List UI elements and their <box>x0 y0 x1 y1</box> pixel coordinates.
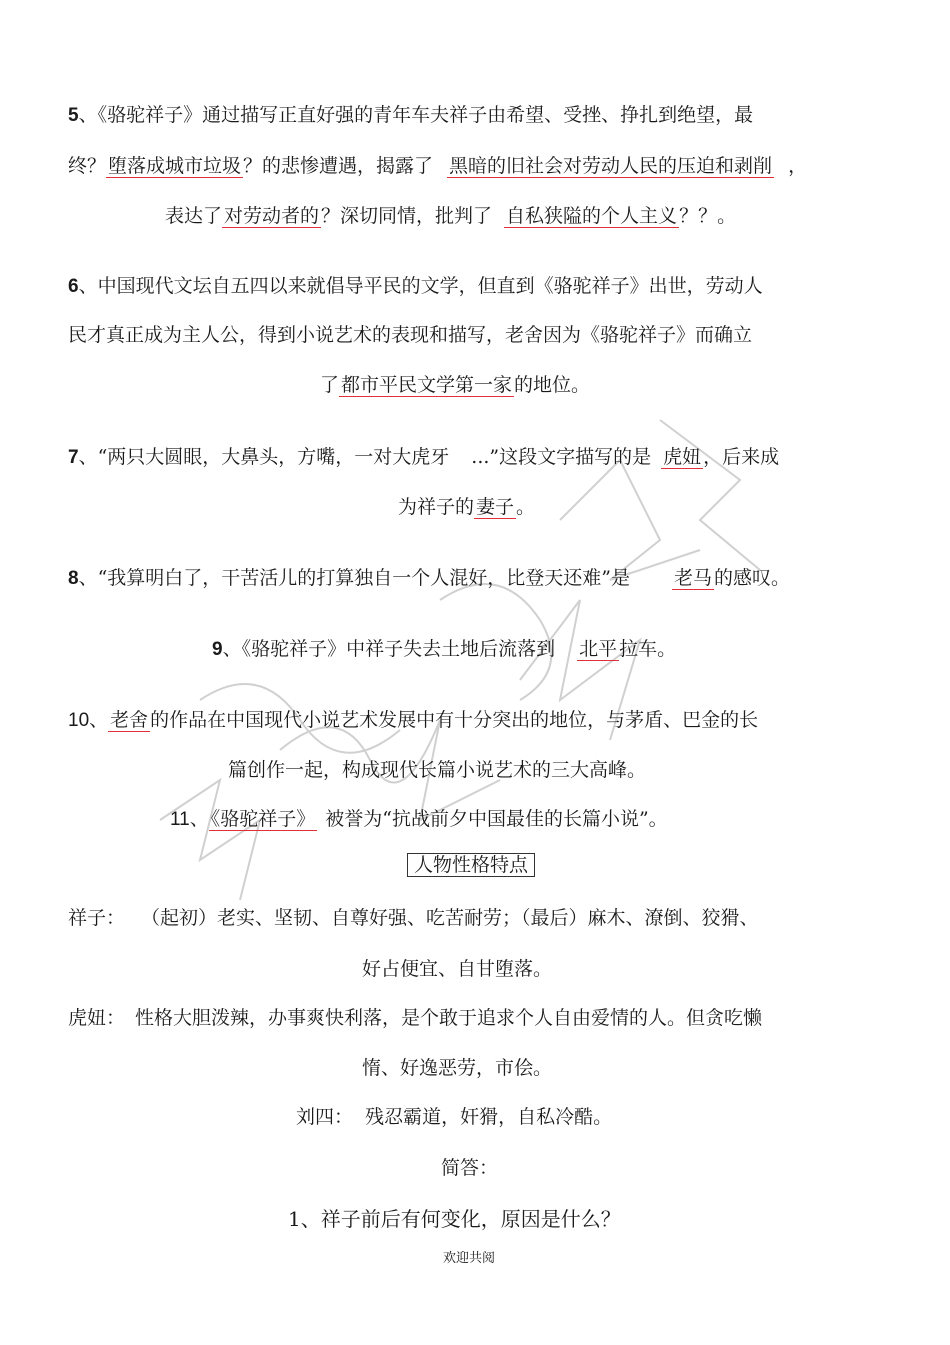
q7-text-2b: 。 <box>516 496 536 518</box>
trait-huniu-text-2: 惰、好逸恶劳，市侩。 <box>362 1057 553 1079</box>
q5-line-3 <box>165 203 736 229</box>
q6-number: 6 <box>68 276 79 297</box>
q6-text-2: 民才真正成为主人公，得到小说艺术的表现和描写，老舍因为《骆驼祥子》而确立 <box>68 324 753 346</box>
q8-text-1: 、“我算明白了，干苦活儿的打算独自一个人混好，比登天还难”是 <box>78 567 631 589</box>
q11-number: 11、 <box>170 809 209 830</box>
q9-answer-1: 北平 <box>579 638 618 660</box>
q7-number: 7 <box>68 447 79 468</box>
q6-answer-1: 都市平民文学第一家 <box>341 374 513 396</box>
short-answer-q1 <box>288 1206 621 1232</box>
q7-text-1b: ...”这段文字描写的是 <box>471 446 652 468</box>
q5-answer-1: 堕落成城市垃圾 <box>108 155 242 177</box>
trait-xiangzi-text-2: 好占便宜、自甘堕落。 <box>362 958 553 980</box>
q7-text-2a: 为祥子的 <box>398 496 475 518</box>
q9-line-1 <box>212 636 676 663</box>
q10-line-2 <box>228 757 646 783</box>
footer-text: 欢迎共阅 <box>443 1251 496 1266</box>
q5-text-2b: ？的悲惨遭遇，揭露了 <box>243 155 434 177</box>
q6-line-2 <box>68 322 752 348</box>
q8-line-1 <box>68 565 790 592</box>
q7-text-1a: 、“两只大圆眼，大鼻头，方嘴，一对大虎牙 <box>78 446 450 468</box>
q10-text-2: 篇创作一起，构成现代长篇小说艺术的三大高峰。 <box>228 759 647 781</box>
q5-text-3a: 表达了 <box>165 205 223 227</box>
q8-text-1b: 的感叹。 <box>714 567 791 589</box>
q5-answer-3: 对劳动者的 <box>224 205 320 227</box>
q6-text-3a: 了 <box>320 374 340 396</box>
trait-huniu-line-1 <box>68 1005 762 1031</box>
short-answer-q1-text: 1、祥子前后有何变化，原因是什么？ <box>288 1207 621 1231</box>
q11-answer-1: 《骆驼祥子》 <box>210 808 316 830</box>
trait-xiangzi-line-1 <box>68 905 759 931</box>
q10-text-1: 的作品在中国现代小说艺术发展中有十分突出的地位，与茅盾、巴金的长 <box>150 709 759 731</box>
section-title <box>407 852 535 878</box>
q10-number: 10、 <box>68 710 109 731</box>
trait-xiangzi-text-1: （起初）老实、坚韧、自尊好强、吃苦耐劳；（最后）麻木、潦倒、狡猾、 <box>141 907 759 929</box>
q9-number: 9 <box>212 639 223 660</box>
q6-line-1 <box>68 273 763 300</box>
q8-number: 8 <box>68 568 79 589</box>
q7-text-1c: ，后来成 <box>703 446 780 468</box>
short-answer-heading <box>441 1155 498 1181</box>
q5-number: 5 <box>68 105 79 126</box>
q5-line-2 <box>68 153 807 179</box>
short-answer-heading-text: 简答： <box>441 1157 499 1179</box>
trait-xiangzi-line-2 <box>362 956 552 982</box>
q5-text-3c: ？？。 <box>679 205 737 227</box>
q5-text-3b: ？深切同情，批判了 <box>321 205 493 227</box>
q9-text-1: 、《骆驼祥子》中祥子失去土地后流落到 <box>222 638 556 660</box>
q8-answer-1: 老马 <box>674 567 713 589</box>
q7-answer-1: 虎妞 <box>663 446 702 468</box>
q5-answer-4: 自私狭隘的个人主义 <box>506 205 678 227</box>
q7-answer-2: 妻子 <box>476 496 515 518</box>
trait-xiangzi-label: 祥子： <box>68 907 126 929</box>
section-title-box: 人物性格特点 <box>407 853 535 877</box>
q5-text-1: 、《骆驼祥子》通过描写正直好强的青年车夫祥子由希望、受挫、挣扎到绝望，最 <box>78 104 754 126</box>
footer <box>443 1246 495 1272</box>
trait-huniu-text-1: 性格大胆泼辣，办事爽快利落，是个敢于追求个人自由爱情的人。但贪吃懒 <box>135 1007 763 1029</box>
q9-text-1b: 拉车。 <box>619 638 677 660</box>
q6-line-3 <box>320 372 590 398</box>
trait-huniu-line-2 <box>362 1055 552 1081</box>
trait-huniu-label: 虎妞： <box>68 1007 126 1029</box>
q5-text-2c: ， <box>788 155 808 177</box>
q11-line-1 <box>170 806 668 833</box>
trait-liusi-line <box>296 1104 612 1130</box>
q6-text-1: 、中国现代文坛自五四以来就倡导平民的文学，但直到《骆驼祥子》出世，劳动人 <box>78 275 763 297</box>
q5-line-1 <box>68 102 753 129</box>
trait-liusi-text: 刘四： 残忍霸道，奸猾，自私冷酷。 <box>296 1106 613 1128</box>
q11-text-1: 被誉为“抗战前夕中国最佳的长篇小说”。 <box>325 808 668 830</box>
q7-line-1 <box>68 444 779 471</box>
q5-text-2a: 终？ <box>68 155 107 177</box>
q10-answer-1: 老舍 <box>110 709 149 731</box>
q7-line-2 <box>398 494 535 520</box>
q10-line-1 <box>68 707 758 734</box>
q5-answer-2: 黑暗的旧社会对劳动人民的压迫和剥削 <box>449 155 773 177</box>
q6-text-3b: 的地位。 <box>514 374 591 396</box>
